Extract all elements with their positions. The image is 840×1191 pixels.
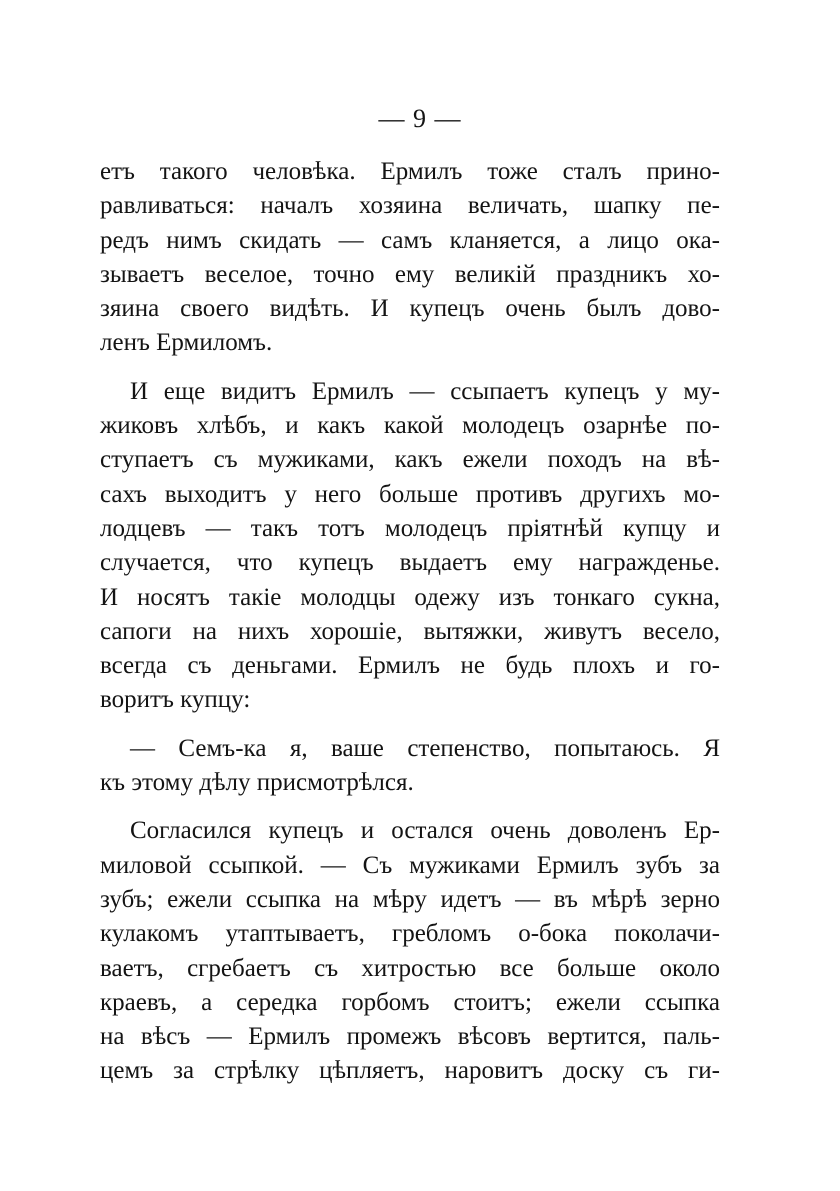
text-line: равливаться: началъ хозяина величать, шапку пе- <box>100 192 720 220</box>
text-line: И носятъ такіе молодцы одежу изъ тонкаго сукна, <box>100 583 720 611</box>
text-line: — Семъ-ка я, ваше степенство, попытаюсь. Я <box>130 734 720 762</box>
paragraph <box>100 814 720 1088</box>
text-line: ваетъ, сгребаетъ съ хитростью все больше около <box>100 954 720 982</box>
text-line: редъ нимъ скидать — самъ кланяется, а лицо ока- <box>100 226 720 254</box>
text-line: сахъ выходитъ у него больше противъ другихъ мо- <box>100 480 720 508</box>
text-line: зубъ; ежели ссыпка на мѣру идетъ — въ мѣрѣ зерно <box>100 885 720 913</box>
text-line: всегда съ деньгами. Ермилъ не будь плохъ и го- <box>100 652 720 680</box>
text-line: къ этому дѣлу присмотрѣлся. <box>100 769 414 797</box>
text-line: сапоги на нихъ хорошіе, вытяжки, живутъ весело, <box>100 617 720 645</box>
body-text <box>100 155 720 1089</box>
paragraph <box>100 375 720 718</box>
paragraph <box>100 732 720 801</box>
text-line: кулакомъ утаптываетъ, гребломъ о-бока поколачи- <box>100 920 720 948</box>
text-line: ленъ Ермиломъ. <box>100 329 273 357</box>
text-line: лодцевъ — такъ тотъ молодецъ пріятнѣй купцу и <box>100 514 720 542</box>
paragraph-gap <box>100 361 720 375</box>
text-line: Согласился купецъ и остался очень доволенъ Ер- <box>130 817 720 845</box>
paragraph <box>100 155 720 361</box>
text-line: случается, что купецъ выдаетъ ему награжденье. <box>100 549 720 577</box>
text-line: зываетъ веселое, точно ему великій праздникъ хо- <box>100 260 720 288</box>
paragraph-gap <box>100 718 720 732</box>
paragraph-gap <box>100 800 720 814</box>
text-line: зяина своего видѣть. И купецъ очень былъ дово- <box>100 295 720 323</box>
text-line: воритъ купцу: <box>100 686 251 714</box>
text-line: жиковъ хлѣбъ, и какъ какой молодецъ озарнѣе по- <box>100 412 720 440</box>
text-line: на вѣсъ — Ермилъ промежъ вѣсовъ вертится, паль- <box>100 1023 720 1051</box>
text-line: миловой ссыпкой. — Съ мужиками Ермилъ зубъ за <box>100 851 720 879</box>
page-number: — 9 — <box>378 104 462 133</box>
text-line: И еще видитъ Ермилъ — ссыпаетъ купецъ у му- <box>130 377 720 405</box>
text-line: краевъ, а середка горбомъ стоитъ; ежели ссыпка <box>100 988 720 1016</box>
text-line: етъ такого человѣка. Ермилъ тоже сталъ прино- <box>100 158 720 185</box>
text-line: ступаетъ съ мужиками, какъ ежели походъ на вѣ- <box>100 446 720 474</box>
text-line: цемъ за стрѣлку цѣпляетъ, наровитъ доску съ ги- <box>100 1057 720 1085</box>
